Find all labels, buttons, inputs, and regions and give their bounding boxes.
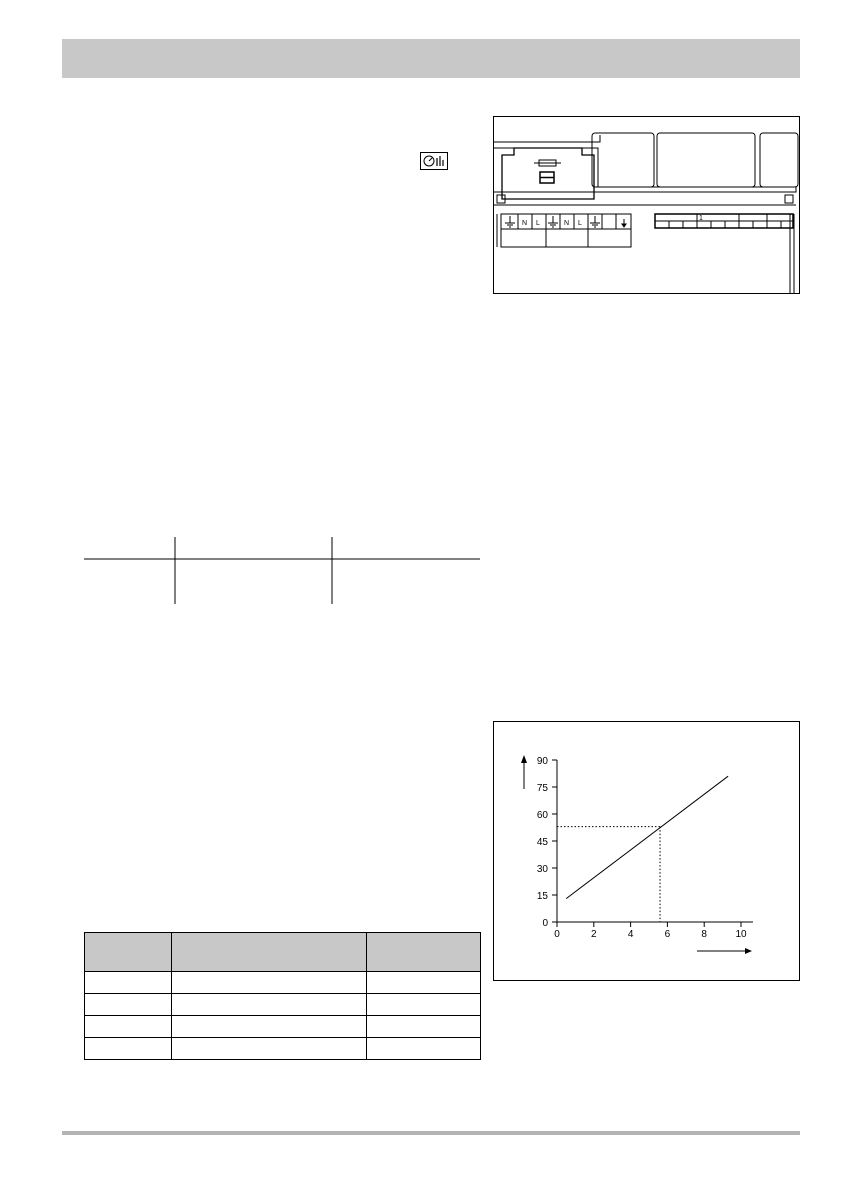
table-cell [172, 994, 367, 1016]
table-row [85, 972, 481, 994]
table-cell [367, 972, 481, 994]
y-tick-label: 30 [536, 864, 548, 875]
y-tick-label: 15 [536, 891, 548, 902]
terminal-label-l2: L [578, 220, 582, 227]
series-line [566, 776, 728, 898]
x-tick-label: 6 [664, 929, 671, 940]
upper-table [84, 537, 480, 604]
table-cell [367, 1016, 481, 1038]
y-tick-label: 60 [536, 810, 548, 821]
x-tick-label: 10 [735, 929, 747, 940]
connector-label: 1 [699, 215, 703, 222]
terminal-label-n1: N [522, 220, 528, 227]
clock-bar-chart-icon [420, 152, 448, 170]
header-bar [62, 39, 800, 78]
y-tick-label: 45 [536, 837, 548, 848]
x-tick-label: 4 [627, 929, 634, 940]
x-tick-label: 2 [591, 929, 597, 940]
table-cell [85, 972, 172, 994]
table-header-cell [172, 933, 367, 972]
table-header-cell [85, 933, 172, 972]
lower-table [84, 932, 481, 1060]
terminal-label-l1: L [536, 220, 540, 227]
y-tick-label: 90 [536, 756, 548, 767]
table-header-row [85, 933, 481, 972]
table-cell [367, 994, 481, 1016]
x-tick-label: 8 [701, 929, 707, 940]
table-cell [85, 994, 172, 1016]
table-cell [85, 1016, 172, 1038]
table-row [85, 1016, 481, 1038]
table-cell [172, 1016, 367, 1038]
footer-rule [62, 1131, 800, 1135]
x-axis-arrow-icon [697, 948, 752, 954]
y-axis-arrow-icon [521, 755, 527, 789]
y-tick-label: 0 [542, 918, 548, 929]
terminal-label-n2: N [564, 220, 570, 227]
y-tick-label: 75 [536, 783, 548, 794]
terminal-diagram-figure [493, 116, 800, 294]
table-cell [172, 972, 367, 994]
table-row [85, 1038, 481, 1060]
line-chart-figure [493, 721, 800, 981]
x-tick-label: 0 [554, 929, 560, 940]
table-row [85, 994, 481, 1016]
fuse-icon [534, 160, 561, 183]
table-header-cell [367, 933, 481, 972]
arrow-down-icon [622, 219, 626, 227]
table-cell [172, 1038, 367, 1060]
table-cell [85, 1038, 172, 1060]
earth-ground-icon [505, 216, 600, 227]
table-cell [367, 1038, 481, 1060]
